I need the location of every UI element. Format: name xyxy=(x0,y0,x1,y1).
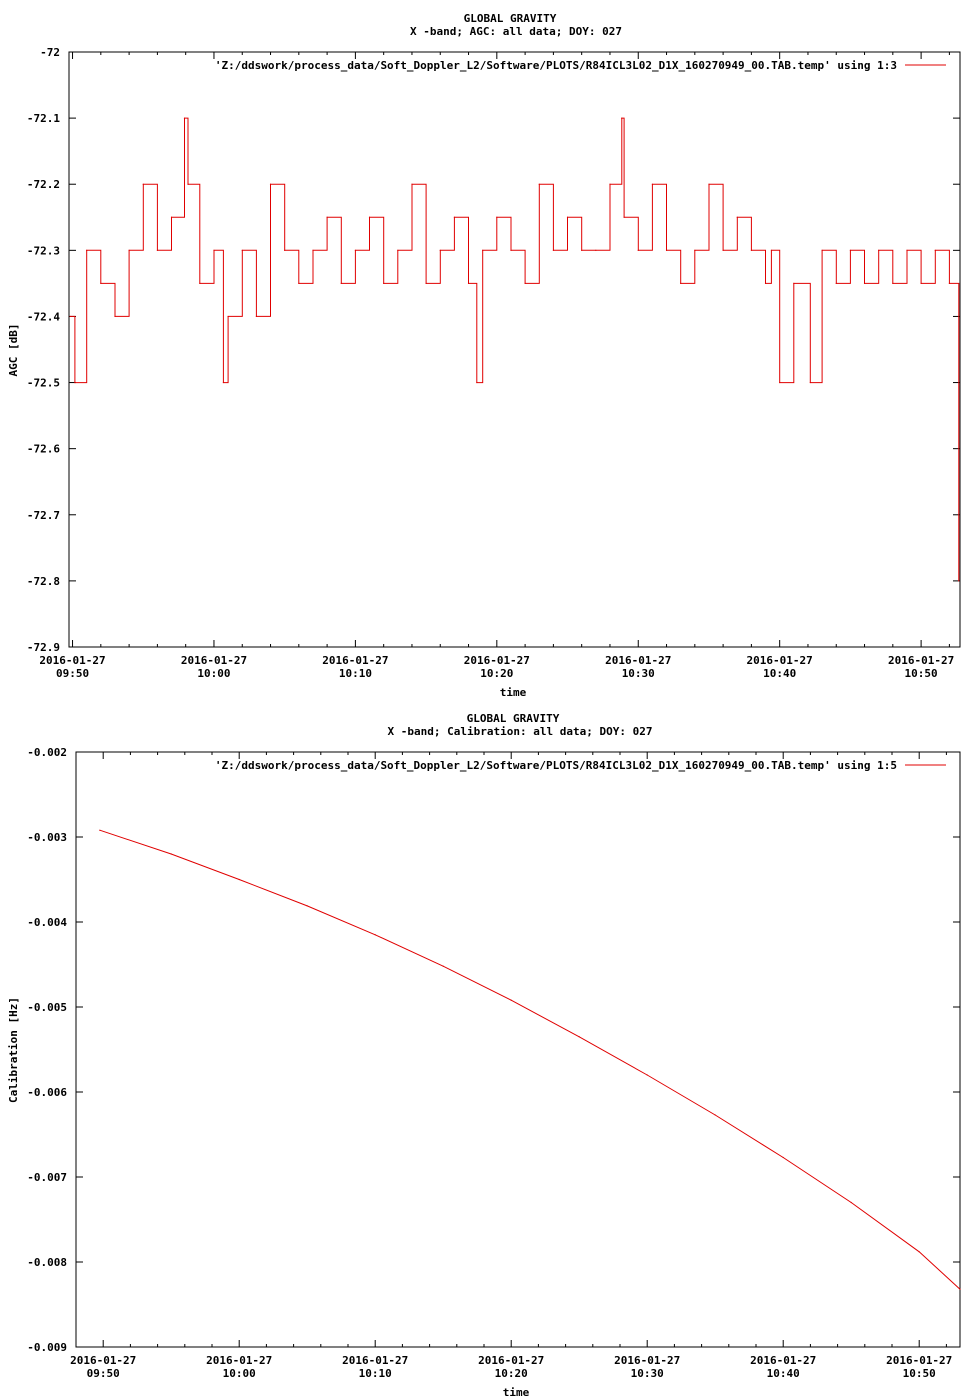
x-tick-label-date: 2016-01-27 xyxy=(322,654,389,667)
y-tick-label: -72.9 xyxy=(26,641,60,654)
data-point xyxy=(694,250,695,251)
data-point xyxy=(919,1251,920,1252)
data-point xyxy=(114,316,115,317)
data-point xyxy=(737,217,738,218)
y-tick-label: -72.6 xyxy=(26,442,60,456)
data-point xyxy=(312,250,313,251)
plot-frame xyxy=(69,52,960,647)
data-point xyxy=(779,382,780,383)
x-tick-label-time: 10:30 xyxy=(630,1367,664,1380)
data-point xyxy=(680,283,681,284)
data-point xyxy=(468,283,469,284)
x-axis-label: time xyxy=(502,1386,530,1399)
x-tick-label-time: 10:00 xyxy=(197,667,231,680)
data-point xyxy=(723,250,724,251)
data-point xyxy=(327,217,328,218)
y-tick-label: -0.004 xyxy=(27,916,67,929)
data-point xyxy=(426,283,427,284)
data-point xyxy=(958,580,959,581)
data-point xyxy=(638,250,639,251)
data-point xyxy=(228,316,229,317)
y-tick-label: -72.4 xyxy=(26,310,60,324)
x-ticks xyxy=(39,52,954,680)
x-tick-label-date: 2016-01-27 xyxy=(70,1354,137,1367)
x-tick-label-time: 10:10 xyxy=(358,1367,392,1380)
x-tick-label-date: 2016-01-27 xyxy=(887,654,955,667)
data-point xyxy=(86,250,87,251)
y-tick-label: -0.009 xyxy=(27,1341,67,1354)
y-tick-label: -0.008 xyxy=(27,1256,67,1269)
data-point xyxy=(298,283,299,284)
x-tick-label-time: 10:20 xyxy=(480,667,514,680)
x-axis-label: time xyxy=(499,686,527,699)
data-point xyxy=(864,283,865,284)
data-point xyxy=(397,250,398,251)
y-tick-label: -72.5 xyxy=(26,376,60,390)
x-tick-label-date: 2016-01-27 xyxy=(750,1354,817,1367)
data-point xyxy=(878,250,879,251)
y-axis-label: AGC [dB] xyxy=(7,323,20,377)
x-tick-label-date: 2016-01-27 xyxy=(463,654,530,667)
data-point xyxy=(609,184,610,185)
y-tick-label: -72.3 xyxy=(26,244,60,258)
data-point xyxy=(184,118,185,119)
y-tick-label: -72.8 xyxy=(26,574,60,588)
data-point xyxy=(496,217,497,218)
y-tick-label: -72.2 xyxy=(26,178,60,192)
y-tick-label: -0.003 xyxy=(27,831,67,844)
data-point xyxy=(199,283,200,284)
chart-title: GLOBAL GRAVITY xyxy=(466,712,560,725)
y-ticks xyxy=(27,746,960,1354)
y-tick-label: -72.7 xyxy=(26,508,60,522)
calibration-chart-svg xyxy=(0,700,980,1400)
x-tick-label-date: 2016-01-27 xyxy=(605,654,672,667)
y-ticks xyxy=(27,46,960,654)
x-ticks xyxy=(70,752,952,1380)
x-tick-label-time: 10:40 xyxy=(766,1367,800,1380)
data-point xyxy=(242,250,243,251)
data-point xyxy=(223,382,224,383)
data-point xyxy=(383,283,384,284)
data-point xyxy=(510,250,511,251)
data-point xyxy=(624,217,625,218)
data-point xyxy=(822,250,823,251)
y-tick-label: -72.1 xyxy=(26,112,60,126)
data-point xyxy=(157,250,158,251)
data-point xyxy=(579,1036,580,1037)
data-point xyxy=(810,382,811,383)
data-point xyxy=(892,283,893,284)
data-point xyxy=(440,250,441,251)
x-tick-label-date: 2016-01-27 xyxy=(180,654,248,667)
data-point xyxy=(959,1289,960,1290)
data-point xyxy=(949,283,950,284)
data-point xyxy=(355,250,356,251)
x-tick-label-time: 10:50 xyxy=(902,1367,936,1380)
data-point xyxy=(906,250,907,251)
plot-calibration xyxy=(0,700,980,1400)
data-point xyxy=(783,1157,784,1158)
data-point xyxy=(443,966,444,967)
data-point xyxy=(539,184,540,185)
y-tick-label: -0.007 xyxy=(27,1171,67,1184)
chart-title: GLOBAL GRAVITY xyxy=(463,12,557,25)
data-point xyxy=(476,382,477,383)
x-tick-label-date: 2016-01-27 xyxy=(342,1354,409,1367)
data-point xyxy=(793,283,794,284)
data-point xyxy=(771,250,772,251)
y-tick-label: -72 xyxy=(40,46,60,59)
data-point xyxy=(851,1202,852,1203)
series-group xyxy=(99,830,960,1290)
data-point xyxy=(369,217,370,218)
data-point xyxy=(239,879,240,880)
x-tick-label-time: 09:50 xyxy=(86,1367,120,1380)
data-point xyxy=(482,250,483,251)
data-point xyxy=(143,184,144,185)
data-point xyxy=(621,118,622,119)
plot-frame xyxy=(76,752,960,1347)
data-point xyxy=(171,217,172,218)
x-tick-label-date: 2016-01-27 xyxy=(746,654,813,667)
data-point xyxy=(836,283,837,284)
data-point xyxy=(74,382,75,383)
data-point xyxy=(70,316,71,317)
data-point xyxy=(708,184,709,185)
data-point xyxy=(411,184,412,185)
data-point xyxy=(375,934,376,935)
data-point xyxy=(213,250,214,251)
data-point xyxy=(666,250,667,251)
y-tick-label: -0.006 xyxy=(27,1086,67,1099)
data-point xyxy=(525,283,526,284)
data-point xyxy=(454,217,455,218)
data-point xyxy=(100,283,101,284)
y-axis-label: Calibration [Hz] xyxy=(7,997,20,1103)
data-point xyxy=(99,830,100,831)
x-tick-label-time: 10:50 xyxy=(904,667,938,680)
data-point xyxy=(850,250,851,251)
x-tick-label-time: 09:50 xyxy=(55,667,90,680)
x-tick-label-time: 10:10 xyxy=(338,667,372,680)
x-tick-label-date: 2016-01-27 xyxy=(478,1354,545,1367)
data-point xyxy=(129,250,130,251)
x-tick-label-date: 2016-01-27 xyxy=(206,1354,273,1367)
x-tick-label-time: 10:40 xyxy=(763,667,797,680)
series-group xyxy=(70,118,960,582)
data-point xyxy=(187,184,188,185)
chart-subtitle: X -band; AGC: all data; DOY: 027 xyxy=(410,25,622,38)
x-tick-label-time: 10:00 xyxy=(222,1367,256,1380)
data-point xyxy=(935,250,936,251)
data-point xyxy=(652,184,653,185)
data-point xyxy=(270,184,271,185)
data-point xyxy=(751,250,752,251)
legend-label: 'Z:/ddswork/process_data/Soft_Doppler_L2/Software/PLOTS/R84ICL3L02_D1X_160270949_00.TAB.temp' using 1:3 xyxy=(214,59,897,72)
data-point xyxy=(511,1000,512,1001)
data-point xyxy=(171,853,172,854)
data-point xyxy=(581,250,582,251)
legend-label: 'Z:/ddswork/process_data/Soft_Doppler_L2/Software/PLOTS/R84ICL3L02_D1X_160270949_00.TAB.temp' using 1:5 xyxy=(214,759,897,772)
data-point xyxy=(256,316,257,317)
x-tick-label-date: 2016-01-27 xyxy=(39,654,106,667)
series-line xyxy=(100,830,960,1289)
data-point xyxy=(765,283,766,284)
x-tick-label-time: 10:30 xyxy=(621,667,655,680)
series-line xyxy=(70,118,959,581)
data-point xyxy=(307,905,308,906)
x-tick-label-time: 10:20 xyxy=(494,1367,528,1380)
y-tick-label: -0.005 xyxy=(27,1001,67,1014)
x-tick-label-date: 2016-01-27 xyxy=(886,1354,953,1367)
x-tick-label-date: 2016-01-27 xyxy=(614,1354,681,1367)
data-point xyxy=(341,283,342,284)
chart-subtitle: X -band; Calibration: all data; DOY: 027 xyxy=(387,725,653,738)
data-point xyxy=(715,1114,716,1115)
data-point xyxy=(567,217,568,218)
data-point xyxy=(647,1074,648,1075)
data-point xyxy=(595,250,596,251)
data-point xyxy=(284,250,285,251)
data-point xyxy=(553,250,554,251)
data-point xyxy=(921,283,922,284)
y-tick-label: -0.002 xyxy=(27,746,67,759)
